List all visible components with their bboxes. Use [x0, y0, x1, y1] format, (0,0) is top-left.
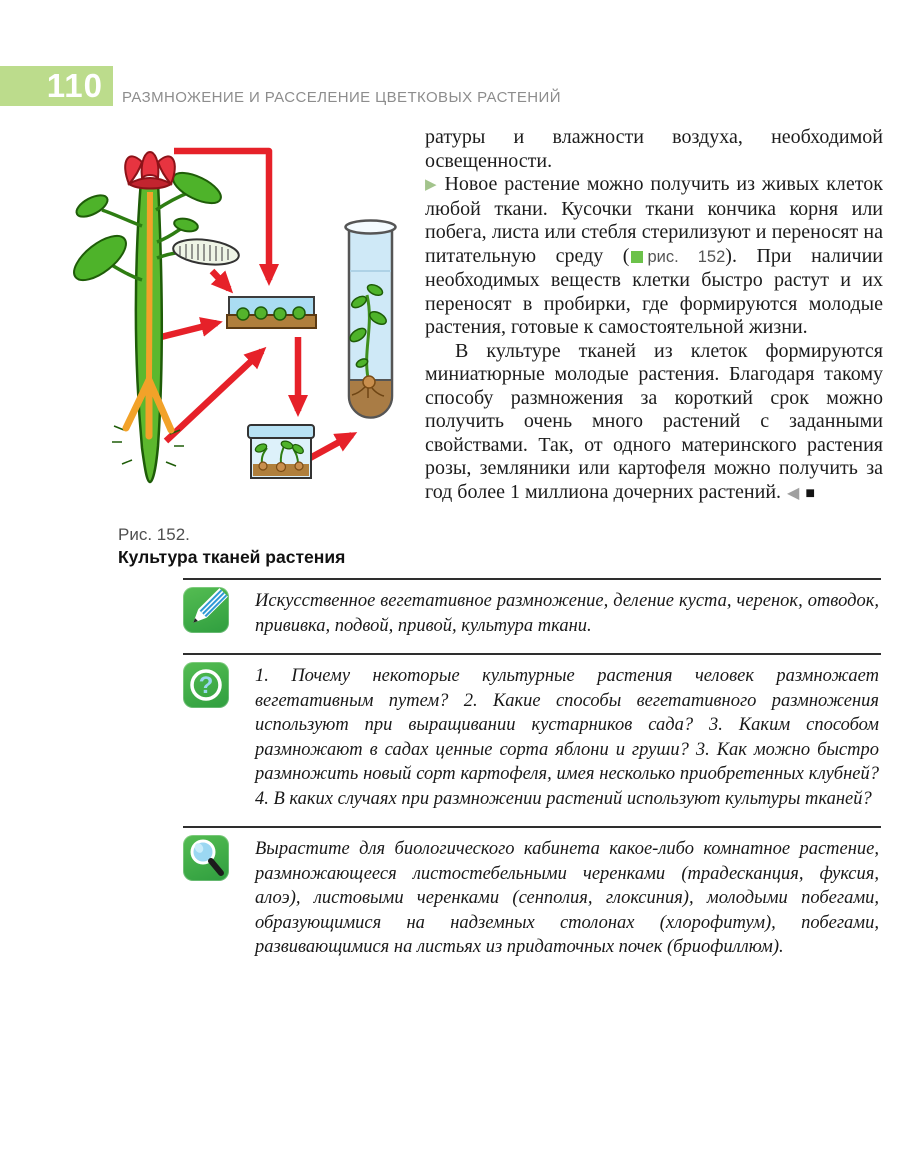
task-text: Вырастите для биологического кабинета какое-либо комнатное растение, размножающееся листостебельными черенками (традесканция, фуксия, алоэ), листовыми черенками (сенполия, глоксиния), молодыми побегами, образующимися на надземных столонах (хлорофитум), побегами, развивающимися на листьях из придаточных почек (бриофиллюм). [255, 839, 879, 957]
flower [125, 152, 175, 189]
figure-caption [118, 525, 424, 568]
section-questions [183, 653, 881, 826]
figure-caption-title: Культура тканей растения [118, 547, 346, 567]
source-plant-illustration [67, 152, 240, 482]
block-end-triangle-icon: ◀ [787, 484, 800, 502]
page-number: 110 [46, 67, 103, 104]
section-vocabulary [183, 578, 881, 653]
vocabulary-text: Искусственное вегетативное размножение, деление куста, черенок, отводок, прививка, подвой, привой, культура ткани. [255, 591, 879, 636]
paragraph-text: Новое растение можно получить из живых клеток любой ткани. Кусочки ткани кончика корня или побега, листа или стебля стерилизуют и переносят на питательную среду ( [425, 173, 883, 267]
paragraph-text: В культуре тканей из клеток формируются миниатюрные молодые растения. Благодаря такому способу размножения за короткий срок можно получить очень много растений с заданными свойствами. Так, от одного материнского растения розы, земляники или картофеля можно получить за год более 1 миллиона дочерних растений. [425, 339, 883, 503]
block-end-square-icon: ■ [805, 484, 816, 502]
tissue-tray-illustration [227, 297, 316, 328]
paragraph-start-marker-icon: ▶ [425, 177, 439, 193]
paragraph-continuation: ратуры и влажности воздуха, необходимой освещенности. [425, 126, 883, 172]
chapter-header: РАЗМНОЖЕНИЕ И РАССЕЛЕНИЕ ЦВЕТКОВЫХ РАСТЕНИЙ [122, 89, 561, 106]
questions-text: 1. Почему некоторые культурные растения человек размножает вегетативным путем? 2. Какие способы вегетативного размножения используют при выращивании кустарников сада? 3. Каким способом размножают в садах ценные сорта яблони и груши? 3. Как можно быстро размножить новый сорт картофеля, имея несколько приобретенных клубней? 4. В каких случаях при размножении растений используют культуры тканей? [255, 666, 879, 809]
paragraph-tissue-culture [425, 173, 883, 340]
article-column [425, 126, 883, 505]
cut-leaf [172, 236, 240, 268]
tissue-culture-illustration [62, 130, 424, 515]
pencil-icon [183, 587, 229, 633]
question-icon [183, 662, 229, 708]
svg-text:?: ? [198, 672, 214, 699]
figure-ref-label: рис. 152 [647, 247, 726, 266]
page-number-bar [0, 66, 113, 106]
figure-ref-square-icon [631, 251, 643, 263]
exercise-sections [183, 578, 881, 975]
section-task [183, 826, 881, 975]
test-tube-illustration [346, 221, 396, 418]
magnifier-icon [183, 835, 229, 881]
culture-jar-illustration [248, 425, 314, 478]
figure-152 [62, 130, 424, 568]
figure-caption-label: Рис. 152. [118, 525, 190, 544]
paragraph-results [425, 340, 883, 506]
paragraph-text: ). При наличии необходимых веществ клетки быстро растут и их переносят в пробирки, где формируются молодые растения, готовые к самостоятельной жизни. [425, 244, 883, 338]
